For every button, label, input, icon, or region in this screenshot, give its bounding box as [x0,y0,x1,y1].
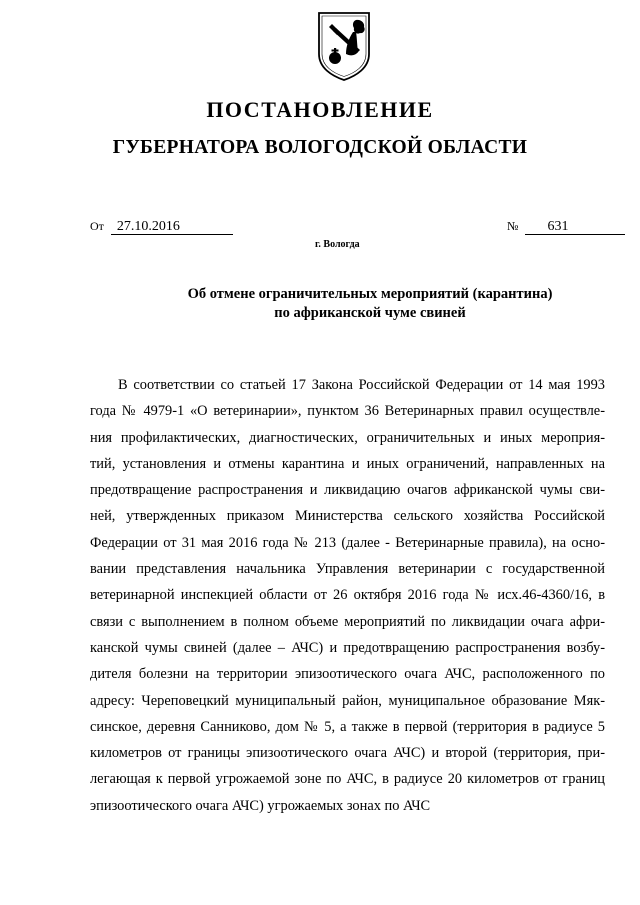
number-value: 631 [525,219,625,235]
body-line: адресу: Череповецкий муниципальный район, муниципальное образование Мяк- [90,692,605,709]
document-issuer: ГУБЕРНАТОРА ВОЛОГОДСКОЙ ОБЛАСТИ [112,137,528,158]
date-value: 27.10.2016 [111,219,233,235]
body-line: В соответствии со статьей 17 Закона Российской Федерации от 14 мая 1993 [118,377,605,393]
body-line: дителя болезни на территории эпизоотического очага АЧС, расположенного по [90,666,605,683]
body-line: ветеринарной инспекцией области от 26 октября 2016 года № исх.46-4360/16, в [90,587,605,604]
subject-line: по африканской чуме свиней [274,305,466,321]
body-line: эпизоотического очага АЧС) угрожаемых зонах по АЧС [90,797,431,814]
body-line: вании представления начальника Управления ветеринарии с государственной [90,561,605,578]
body-line: километров от границы эпизоотического очага АЧС) и второй (территория, при- [90,745,605,762]
body-line: ния профилактических, диагностических, ограничительных и иных мероприя- [90,429,605,446]
city-name: г. Вологда [315,239,360,250]
body-line: Федерации от 31 мая 2016 года № 213 (далее - Ветеринарные правила), на осно- [90,534,605,551]
subject-line: Об отмене ограничительных мероприятий (карантина) [187,286,553,302]
body-line: ней, утвержденных приказом Министерства сельского хозяйства Российской [90,508,605,525]
document-title: ПОСТАНОВЛЕНИЕ [206,97,434,122]
date-label: От [90,219,104,233]
body-line: тий, установления и отмены карантина и иных ограничений, направленных на [90,455,605,472]
body-line: синское, деревня Санниково, дом № 5, а также в первой (территория в радиусе 5 [90,718,605,735]
body-line: канской чумы свиней (далее – АЧС) и предотвращению распространения возбу- [90,639,605,656]
body-line: легающая к первой угрожаемой зоне по АЧС, в радиусе 20 километров от границ [90,771,605,788]
body-line: года № 4979-1 «О ветеринарии», пунктом 36 Ветеринарных правил осуществле- [90,403,605,420]
body-line: предотвращение распространения и ликвидацию очагов африканской чумы сви- [90,482,605,499]
coat-of-arms-icon [316,10,372,82]
date-field [90,219,233,235]
number-field [507,219,625,235]
document-body [90,372,605,819]
body-line: связи с выполнением в полном объеме мероприятий по ликвидации очага афри- [90,613,605,630]
number-label: № [507,219,519,233]
document-subject [0,285,640,323]
